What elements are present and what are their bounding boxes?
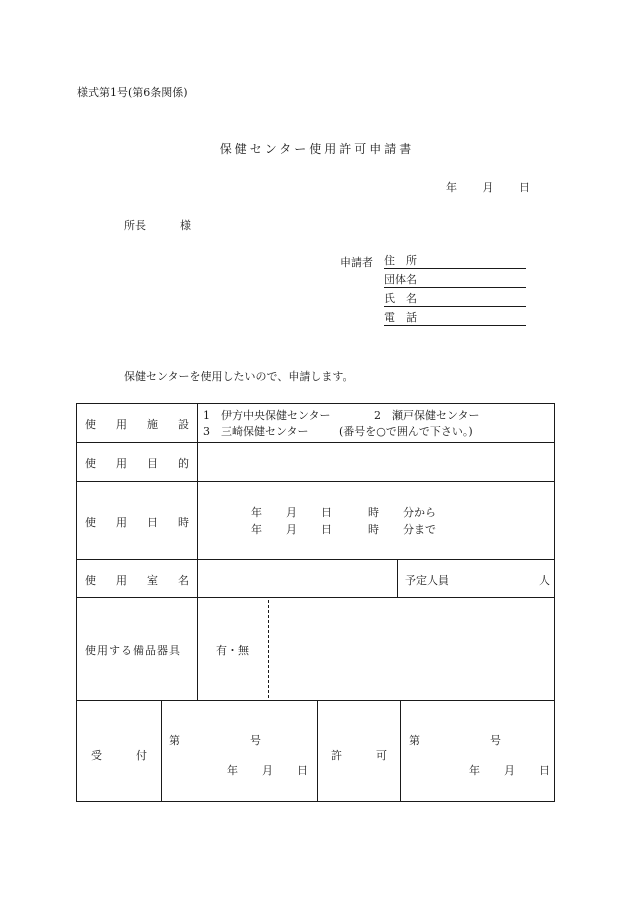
expected-people-label: 予定人員: [405, 574, 449, 587]
application-table: [76, 403, 555, 802]
equipment-label: 使用する備品器具: [85, 644, 181, 657]
name-field[interactable]: [384, 291, 526, 307]
addressee: [124, 217, 191, 233]
room-label: 使 用 室 名: [85, 574, 189, 587]
facility-label: 使 用 施 設: [85, 418, 189, 431]
date-day: 日: [519, 181, 530, 194]
reception-number[interactable]: 第 号: [169, 734, 261, 747]
application-statement: 保健センターを使用したいので、申請します。: [124, 370, 354, 383]
organization-field[interactable]: [384, 272, 526, 288]
purpose-label: 使 用 目 的: [85, 457, 189, 470]
permission-label: 許 可: [331, 749, 387, 762]
datetime-start[interactable]: 年 月 日 時 分から: [251, 506, 436, 519]
address-field[interactable]: [384, 253, 526, 269]
facility-option-3[interactable]: 3 三崎保健センター: [203, 425, 309, 438]
permission-number[interactable]: 第 号: [409, 734, 501, 747]
datetime-end[interactable]: 年 月 日 時 分まで: [251, 523, 436, 536]
addressee-title: 所長: [124, 219, 146, 232]
reception-label: 受 付: [91, 749, 147, 762]
equipment-availability[interactable]: 有・無: [216, 644, 249, 657]
form-number: 様式第1号(第6条関係): [77, 86, 188, 99]
phone-field[interactable]: [384, 310, 526, 326]
facility-note: (番号を○で囲んで下さい。): [339, 425, 473, 438]
facility-option-2[interactable]: 2 瀬戸保健センター: [374, 409, 480, 422]
applicant-label: 申請者: [340, 256, 373, 269]
date-month: 月: [482, 181, 494, 194]
document-title: 保健センター使用許可申請書: [219, 142, 415, 156]
equipment-detail-field[interactable]: [271, 600, 553, 698]
addressee-suffix: 様: [180, 219, 191, 232]
permission-date[interactable]: 年 月 日: [469, 764, 550, 777]
date-year: 年: [446, 181, 457, 194]
organization-label: 団体名: [384, 273, 417, 286]
address-label: 住 所: [384, 254, 417, 267]
people-unit: 人: [539, 574, 550, 587]
room-name-field[interactable]: [198, 560, 396, 596]
application-date: [446, 179, 530, 195]
purpose-field[interactable]: [198, 443, 555, 480]
facility-option-1[interactable]: 1 伊方中央保健センター: [203, 409, 331, 422]
name-label: 氏 名: [384, 292, 417, 305]
datetime-label: 使 用 日 時: [85, 516, 189, 529]
reception-date[interactable]: 年 月 日: [227, 764, 308, 777]
phone-label: 電 話: [384, 311, 417, 324]
